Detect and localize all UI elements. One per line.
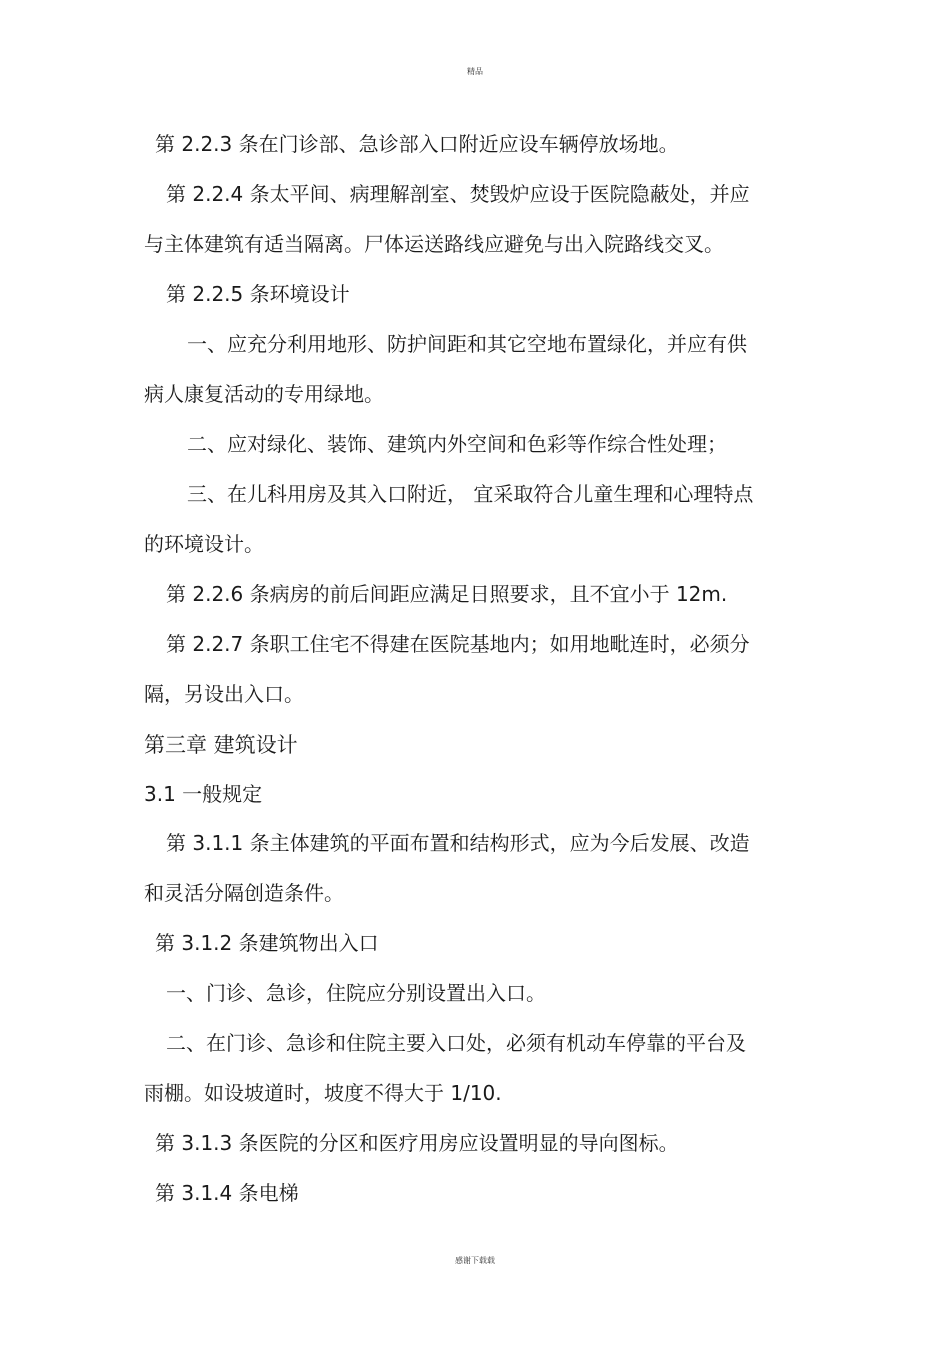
clause-3-1-2-item-2-line-2: 雨棚。如设坡道时，坡度不得大于 1/10. — [144, 1081, 502, 1105]
item-1-line-2: 病人康复活动的专用绿地。 — [144, 382, 384, 406]
clause-2-2-7-line-1: 第 2.2.7 条职工住宅不得建在医院基地内；如用地毗连时，必须分 — [166, 632, 750, 656]
clause-2-2-4-line-1: 第 2.2.4 条太平间、病理解剖室、焚毁炉应设于医院隐蔽处，并应 — [166, 182, 750, 206]
clause-3-1-2: 第 3.1.2 条建筑物出入口 — [155, 931, 379, 955]
item-3-line-2: 的环境设计。 — [144, 532, 264, 556]
clause-3-1-2-item-2-line-1: 二、在门诊、急诊和住院主要入口处，必须有机动车停靠的平台及 — [166, 1031, 746, 1055]
clause-2-2-4-line-2: 与主体建筑有适当隔离。尸体运送路线应避免与出入院路线交叉。 — [144, 232, 724, 256]
clause-2-2-3: 第 2.2.3 条在门诊部、急诊部入口附近应设车辆停放场地。 — [155, 132, 679, 156]
clause-3-1-4: 第 3.1.4 条电梯 — [155, 1181, 299, 1205]
section-3-1-heading: 3.1 一般规定 — [144, 782, 263, 806]
item-1-line-1: 一、应充分利用地形、防护间距和其它空地布置绿化，并应有供 — [187, 332, 747, 356]
chapter-3-heading: 第三章 建筑设计 — [144, 733, 298, 757]
clause-3-1-2-item-1: 一、门诊、急诊，住院应分别设置出入口。 — [166, 981, 546, 1005]
page-footer: 感谢下载载 — [455, 1256, 495, 1265]
clause-3-1-1-line-2: 和灵活分隔创造条件。 — [144, 881, 344, 905]
clause-2-2-5: 第 2.2.5 条环境设计 — [166, 282, 350, 306]
clause-2-2-6: 第 2.2.6 条病房的前后间距应满足日照要求，且不宜小于 12m. — [166, 582, 728, 606]
clause-3-1-3: 第 3.1.3 条医院的分区和医疗用房应设置明显的导向图标。 — [155, 1131, 679, 1155]
clause-3-1-1-line-1: 第 3.1.1 条主体建筑的平面布置和结构形式，应为今后发展、改造 — [166, 831, 750, 855]
item-3-line-1: 三、在儿科用房及其入口附近， 宜采取符合儿童生理和心理特点 — [187, 482, 754, 506]
item-2: 二、应对绿化、装饰、建筑内外空间和色彩等作综合性处理； — [187, 432, 727, 456]
clause-2-2-7-line-2: 隔，另设出入口。 — [144, 682, 304, 706]
page-header: 精品 — [467, 67, 483, 76]
